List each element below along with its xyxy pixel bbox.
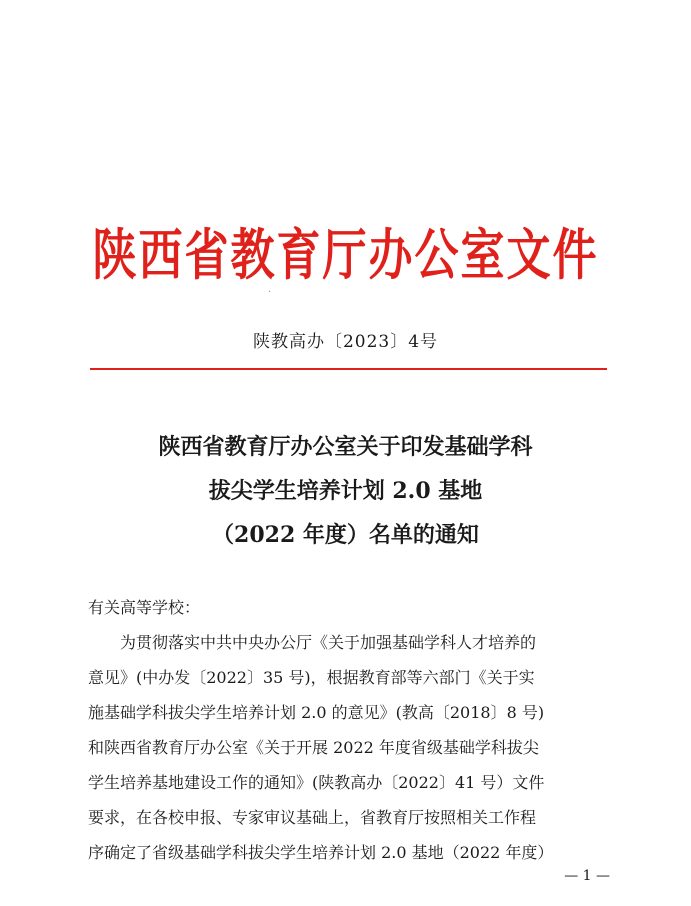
notice-title-line-2: 拔尖学生培养计划 2.0 基地 [208, 478, 483, 504]
document-number: 陕教高办〔2023〕4号 [252, 332, 439, 352]
paragraph-line-6: 要求，在各校申报、专家审议基础上，省教育厅按照相关工作程 [88, 808, 537, 827]
document-header-title: 陕西省教育厅办公室文件 [92, 223, 599, 288]
paragraph-line-5: 学生培养基地建设工作的通知》(陕教高办〔2022〕41 号）文件 [88, 773, 545, 792]
paragraph-line-4: 和陕西省教育厅办公室《关于开展 2022 年度省级基础学科拔尖 [88, 738, 539, 757]
paragraph-line-1: 为贯彻落实中共中央办公厅《关于加强基础学科人才培养的 [120, 633, 537, 652]
notice-title [0, 425, 691, 557]
notice-title-line-1: 陕西省教育厅办公室关于印发基础学科 [158, 434, 533, 460]
body-paragraph [88, 625, 608, 870]
scan-speck: · [268, 287, 272, 298]
notice-title-line-3: （2022 年度）名单的通知 [212, 522, 479, 548]
salutation: 有关高等学校： [88, 598, 201, 617]
paragraph-line-7: 序确定了省级基础学科拔尖学生培养计划 2.0 基地（2022 年度） [88, 843, 554, 862]
header-red-rule [90, 368, 607, 370]
notice-body [88, 590, 608, 870]
paragraph-line-2: 意见》(中办发〔2022〕35 号)，根据教育部等六部门《关于实 [88, 668, 535, 687]
paragraph-line-3: 施基础学科拔尖学生培养计划 2.0 的意见》(教高〔2018〕8 号) [88, 703, 545, 722]
page-number: — 1 — [564, 868, 610, 884]
